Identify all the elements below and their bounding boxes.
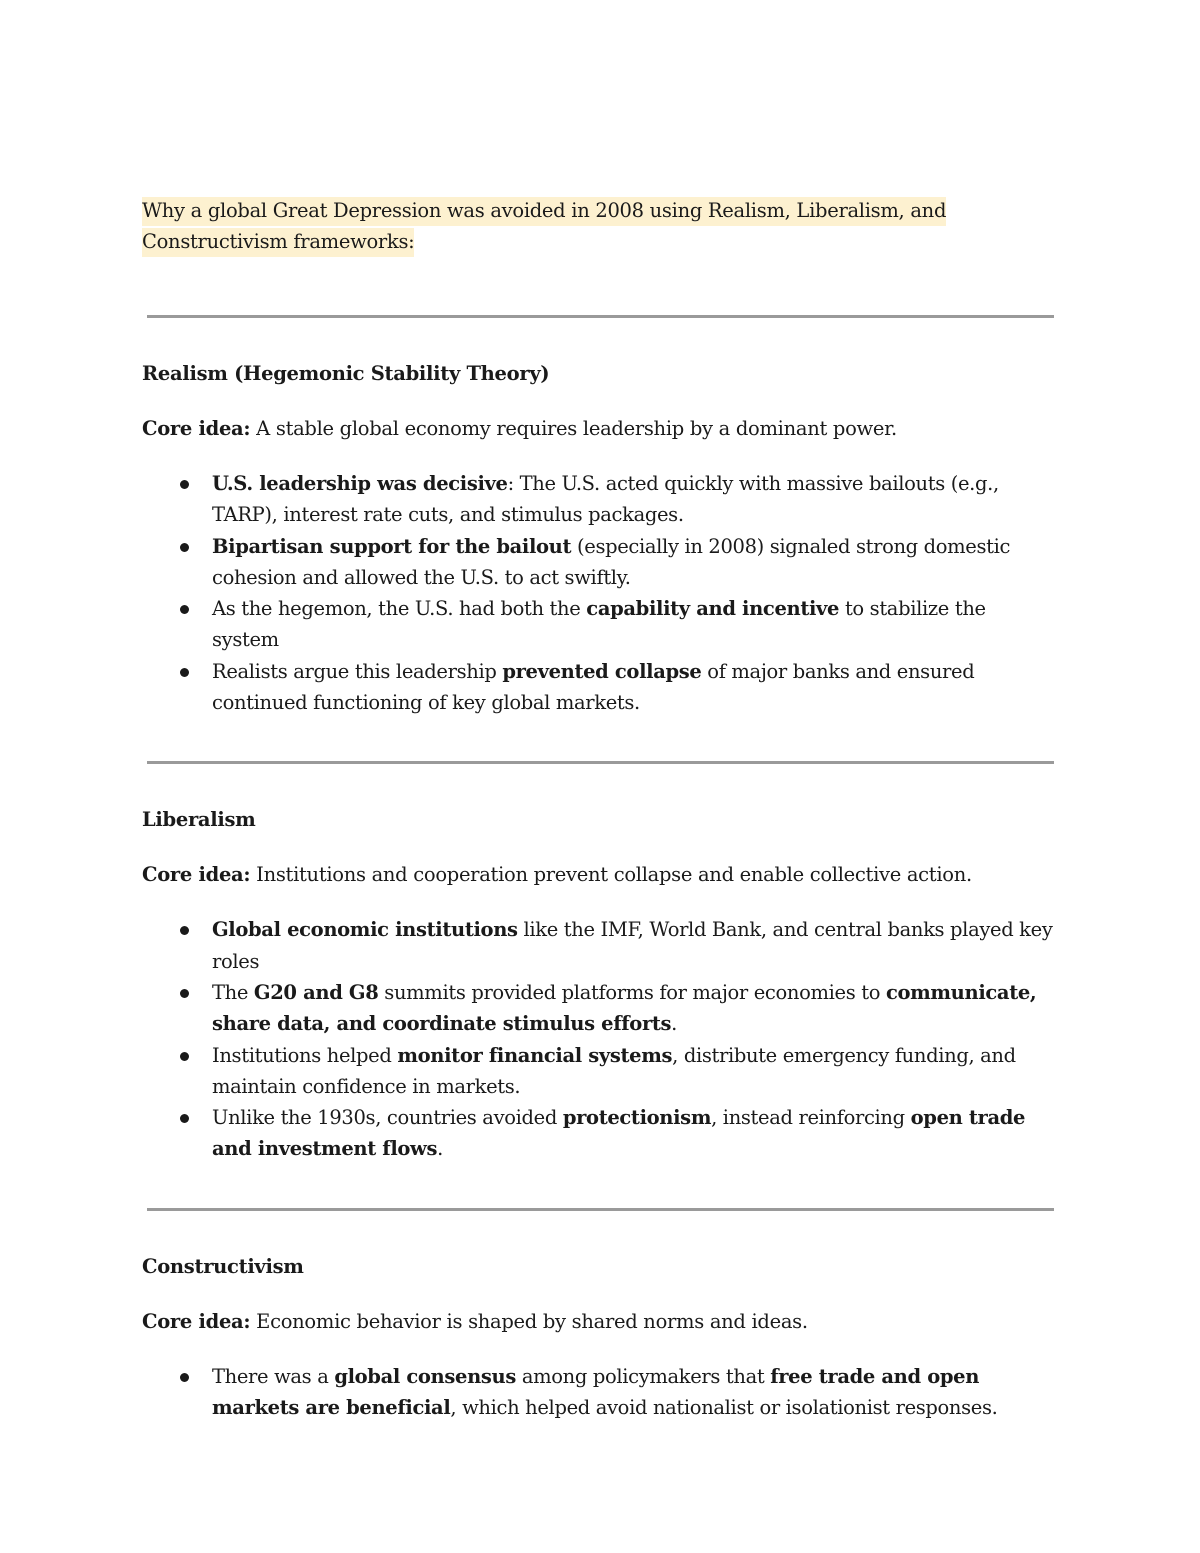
- bullet-icon: [180, 543, 189, 552]
- bullet-icon: [180, 605, 189, 614]
- list-item: [142, 914, 1054, 977]
- text-run: Realists argue this leadership: [212, 659, 503, 683]
- list-item: [142, 468, 1054, 531]
- bullet-icon: [180, 1373, 189, 1382]
- title-line-1: Why a global Great Depression was avoided in 2008 using Realism, Liberalism, and: [142, 197, 946, 226]
- text-run: , distribute emergency funding, and maintain confidence in markets.: [212, 1043, 1016, 1098]
- text-run: As the hegemon, the U.S. had both the: [212, 597, 587, 621]
- list-item: [142, 1361, 1054, 1424]
- bold-text: free trade and open markets are beneficial: [212, 1364, 980, 1420]
- section-divider: [147, 315, 1054, 318]
- core-idea: [142, 859, 1054, 890]
- text-run: .: [437, 1137, 443, 1161]
- core-idea-label: Core idea:: [142, 1309, 251, 1333]
- text-run: Institutions helped: [212, 1043, 398, 1067]
- bullet-icon: [180, 668, 189, 677]
- text-run: (especially in 2008) signaled strong domestic cohesion and allowed the U.S. to act swiftly.: [212, 534, 1011, 589]
- bold-text: Bipartisan support for the bailout: [212, 534, 572, 558]
- bold-text: open trade and investment flows: [212, 1106, 1026, 1161]
- core-idea-text: A stable global economy requires leadership by a dominant power.: [250, 417, 897, 440]
- list-item: [142, 593, 1054, 656]
- core-idea-text: Institutions and cooperation prevent collapse and enable collective action.: [250, 863, 972, 887]
- bold-text: monitor financial systems: [397, 1043, 673, 1067]
- bullet-icon: [180, 480, 189, 489]
- text-run: like the IMF, World Bank, and central banks played key roles: [212, 918, 1053, 973]
- bold-text: protectionism: [562, 1106, 712, 1130]
- section-liberalism: [142, 804, 1054, 1164]
- bold-text: communicate, share data, and coordinate stimulus efforts: [212, 980, 1037, 1036]
- text-run: , instead reinforcing: [711, 1106, 911, 1130]
- section-constructivism: [142, 1251, 1054, 1424]
- core-idea: [142, 413, 1054, 444]
- core-idea-text: Economic behavior is shaped by shared norms and ideas.: [250, 1309, 808, 1333]
- list-item: [142, 977, 1054, 1040]
- section-realism: [142, 358, 1054, 718]
- bold-text: U.S. leadership was decisive: [212, 472, 508, 495]
- bold-text: capability and incentive: [586, 597, 840, 621]
- text-run: among policymakers that: [515, 1364, 771, 1388]
- text-run: , which helped avoid nationalist or isolationist responses.: [450, 1396, 998, 1420]
- bullet-list: [142, 914, 1054, 1164]
- core-idea-label: Core idea:: [142, 417, 251, 440]
- bold-text: Global economic institutions: [212, 918, 518, 942]
- list-item: [142, 656, 1054, 719]
- bullet-icon: [180, 926, 189, 935]
- text-run: of major banks and ensured continued functioning of key global markets.: [212, 659, 975, 715]
- document-body: [142, 195, 1054, 1423]
- section-divider: [147, 1208, 1054, 1211]
- bold-text: G20 and G8: [253, 980, 379, 1004]
- bullet-icon: [180, 1052, 189, 1061]
- bold-text: prevented collapse: [502, 659, 702, 683]
- bullet-list: [142, 1361, 1054, 1424]
- document-title: [142, 195, 1054, 257]
- list-item: [142, 531, 1054, 594]
- section-heading: Liberalism: [142, 808, 256, 832]
- bullet-list: [142, 468, 1054, 718]
- core-idea-label: Core idea:: [142, 863, 251, 887]
- text-run: There was a: [212, 1364, 335, 1388]
- text-run: .: [671, 1012, 678, 1036]
- text-run: Unlike the 1930s, countries avoided: [212, 1106, 563, 1130]
- list-item: [142, 1102, 1054, 1165]
- text-run: to stabilize the system: [212, 597, 986, 652]
- list-item: [142, 1040, 1054, 1103]
- bullet-icon: [180, 989, 189, 998]
- text-run: summits provided platforms for major economies to: [378, 980, 886, 1004]
- bold-text: global consensus: [334, 1364, 516, 1388]
- section-divider: [147, 761, 1054, 764]
- title-line-2: Constructivism frameworks:: [142, 228, 414, 257]
- text-run: The: [212, 980, 254, 1004]
- section-heading: Realism (Hegemonic Stability Theory): [142, 362, 550, 385]
- core-idea: [142, 1306, 1054, 1337]
- bullet-icon: [180, 1114, 189, 1123]
- section-heading: Constructivism: [142, 1254, 304, 1278]
- text-run: : The U.S. acted quickly with massive bailouts (e.g., TARP), interest rate cuts, and stimulus packages.: [212, 472, 999, 527]
